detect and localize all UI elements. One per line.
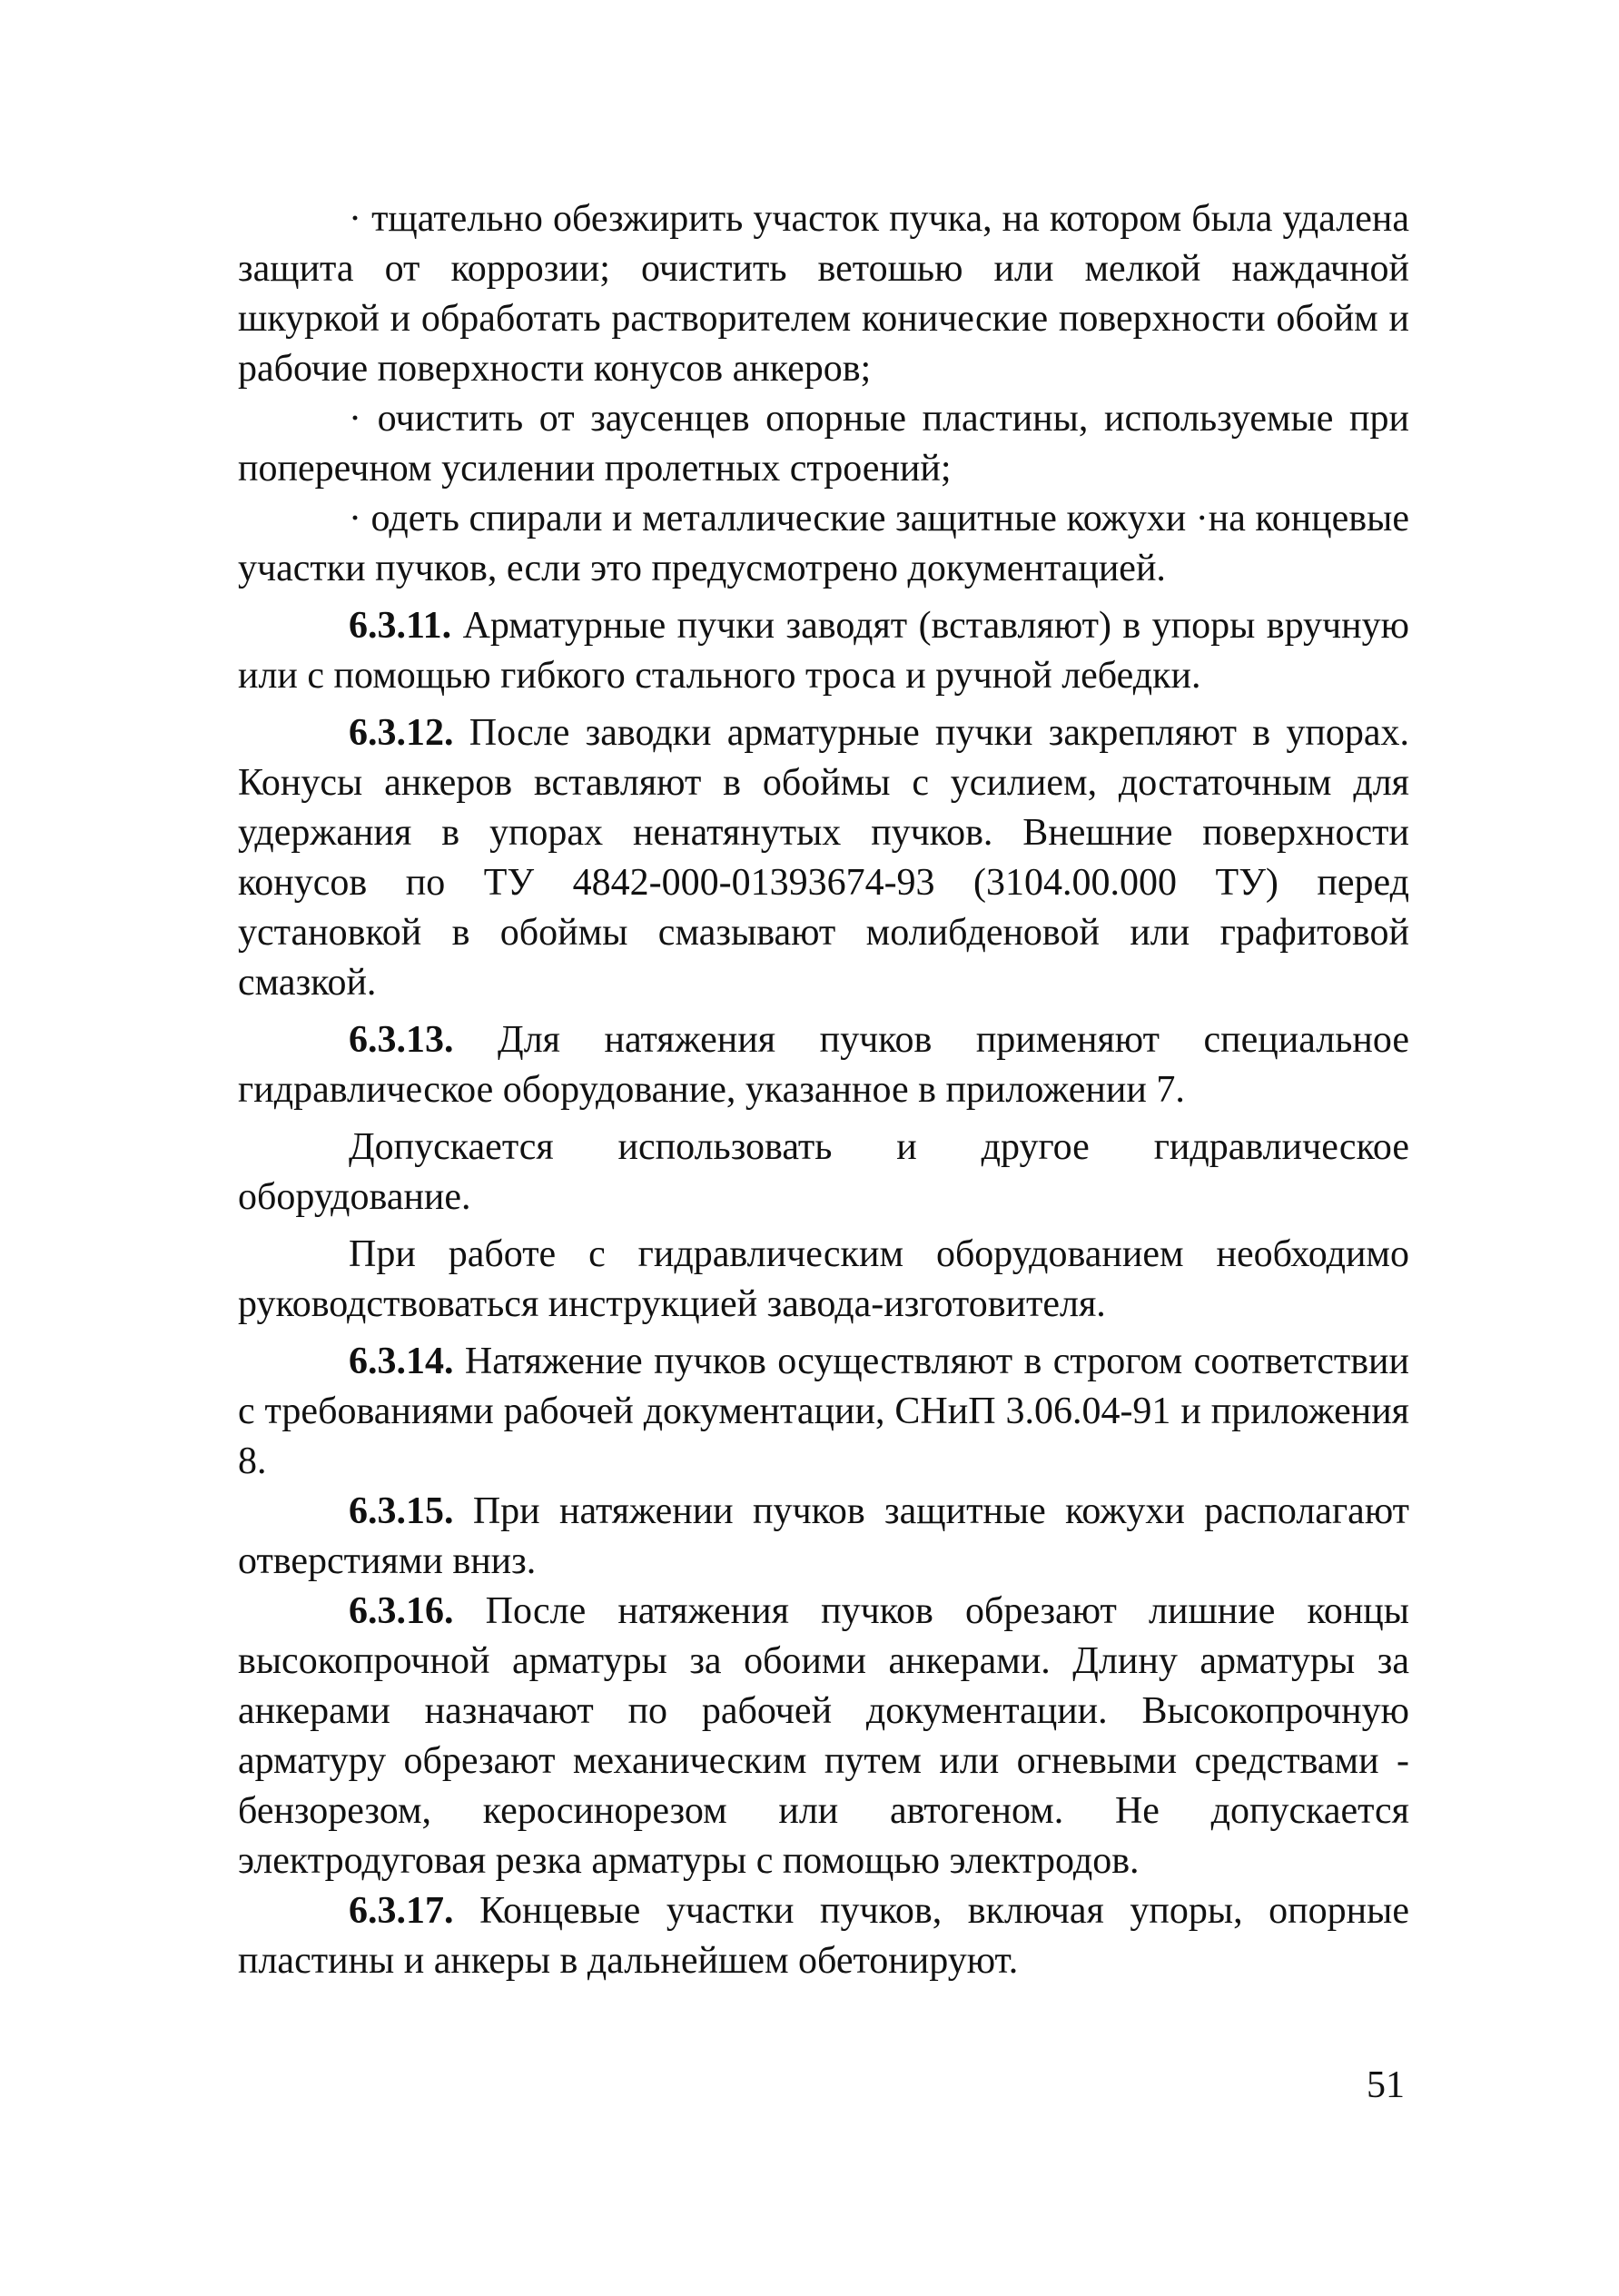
paragraph-allowed-equipment <box>238 1123 1409 1222</box>
clause-6-3-11 <box>238 601 1409 701</box>
clause-number: 6.3.13. <box>349 1019 454 1061</box>
paragraph-text: Для натяжения пучков применяют специальное гидравлическое оборудование, указанное в приложении 7. <box>238 1019 1409 1111</box>
paragraph-text: Арматурные пучки заводят (вставляют) в упоры вручную или с помощью гибкого стального троса и ручной лебедки. <box>238 605 1409 697</box>
paragraph-text: Натяжение пучков осуществляют в строгом соответствии с требованиями рабочей документации, СНиП 3.06.04-91 и приложения 8. <box>238 1341 1409 1482</box>
list-item-deburr <box>238 394 1409 494</box>
clause-6-3-16 <box>238 1587 1409 1886</box>
page-number: 51 <box>1367 2064 1405 2106</box>
clause-6-3-12 <box>238 708 1409 1008</box>
clause-number: 6.3.12. <box>349 712 454 754</box>
paragraph-text: После заводки арматурные пучки закрепляют в упорах. Конусы анкеров вставляют в обоймы с усилием, достаточным для удержания в упорах ненатянутых пучков. Внешние поверхности конусов по ТУ 4842-000-01393674-93 (3104.00.000 ТУ) перед установкой в обоймы смазывают молибденовой или графитовой смазкой. <box>238 712 1409 1004</box>
paragraph-manufacturer-instructions <box>238 1230 1409 1330</box>
clause-number: 6.3.15. <box>349 1490 454 1532</box>
paragraph-text: · тщательно обезжирить участок пучка, на котором была удалена защита от коррозии; очистить ветошью или мелкой наждачной шкуркой и обработать растворителем конические поверхности обойм и рабочие поверхности конусов анкеров; <box>238 198 1409 390</box>
paragraph-text: · одеть спирали и металлические защитные кожухи ·на концевые участки пучков, если это предусмотрено документацией. <box>238 498 1409 589</box>
paragraph-text: При натяжении пучков защитные кожухи располагают отверстиями вниз. <box>238 1490 1409 1582</box>
body-text <box>238 194 1409 1986</box>
clause-6-3-14 <box>238 1337 1409 1487</box>
list-item-spirals <box>238 494 1409 594</box>
clause-6-3-13 <box>238 1015 1409 1115</box>
paragraph-text: После натяжения пучков обрезают лишние концы высокопрочной арматуры за обоими анкерами. Длину арматуры за анкерами назначают по рабочей документации. Высокопрочную арматуру обрезают механическим путем или огневыми средствами - бензорезом, керосинорезом или автогеном. Не допускается электродуговая резка арматуры с помощью электродов. <box>238 1590 1409 1882</box>
paragraph-text: Допускается использовать и другое гидравлическое оборудование. <box>238 1126 1409 1218</box>
paragraph-text: При работе с гидравлическим оборудованием необходимо руководствоваться инструкцией завода-изготовителя. <box>238 1233 1409 1325</box>
clause-6-3-15 <box>238 1487 1409 1587</box>
paragraph-text: Концевые участки пучков, включая упоры, опорные пластины и анкеры в дальнейшем обетонируют. <box>238 1890 1409 1982</box>
clause-number: 6.3.11. <box>349 605 452 647</box>
clause-number: 6.3.14. <box>349 1341 454 1382</box>
clause-6-3-17 <box>238 1886 1409 1986</box>
clause-number: 6.3.17. <box>349 1890 454 1932</box>
list-item-degrease <box>238 194 1409 394</box>
paragraph-text: · очистить от заусенцев опорные пластины, используемые при поперечном усилении пролетных строений; <box>238 398 1409 490</box>
clause-number: 6.3.16. <box>349 1590 454 1632</box>
